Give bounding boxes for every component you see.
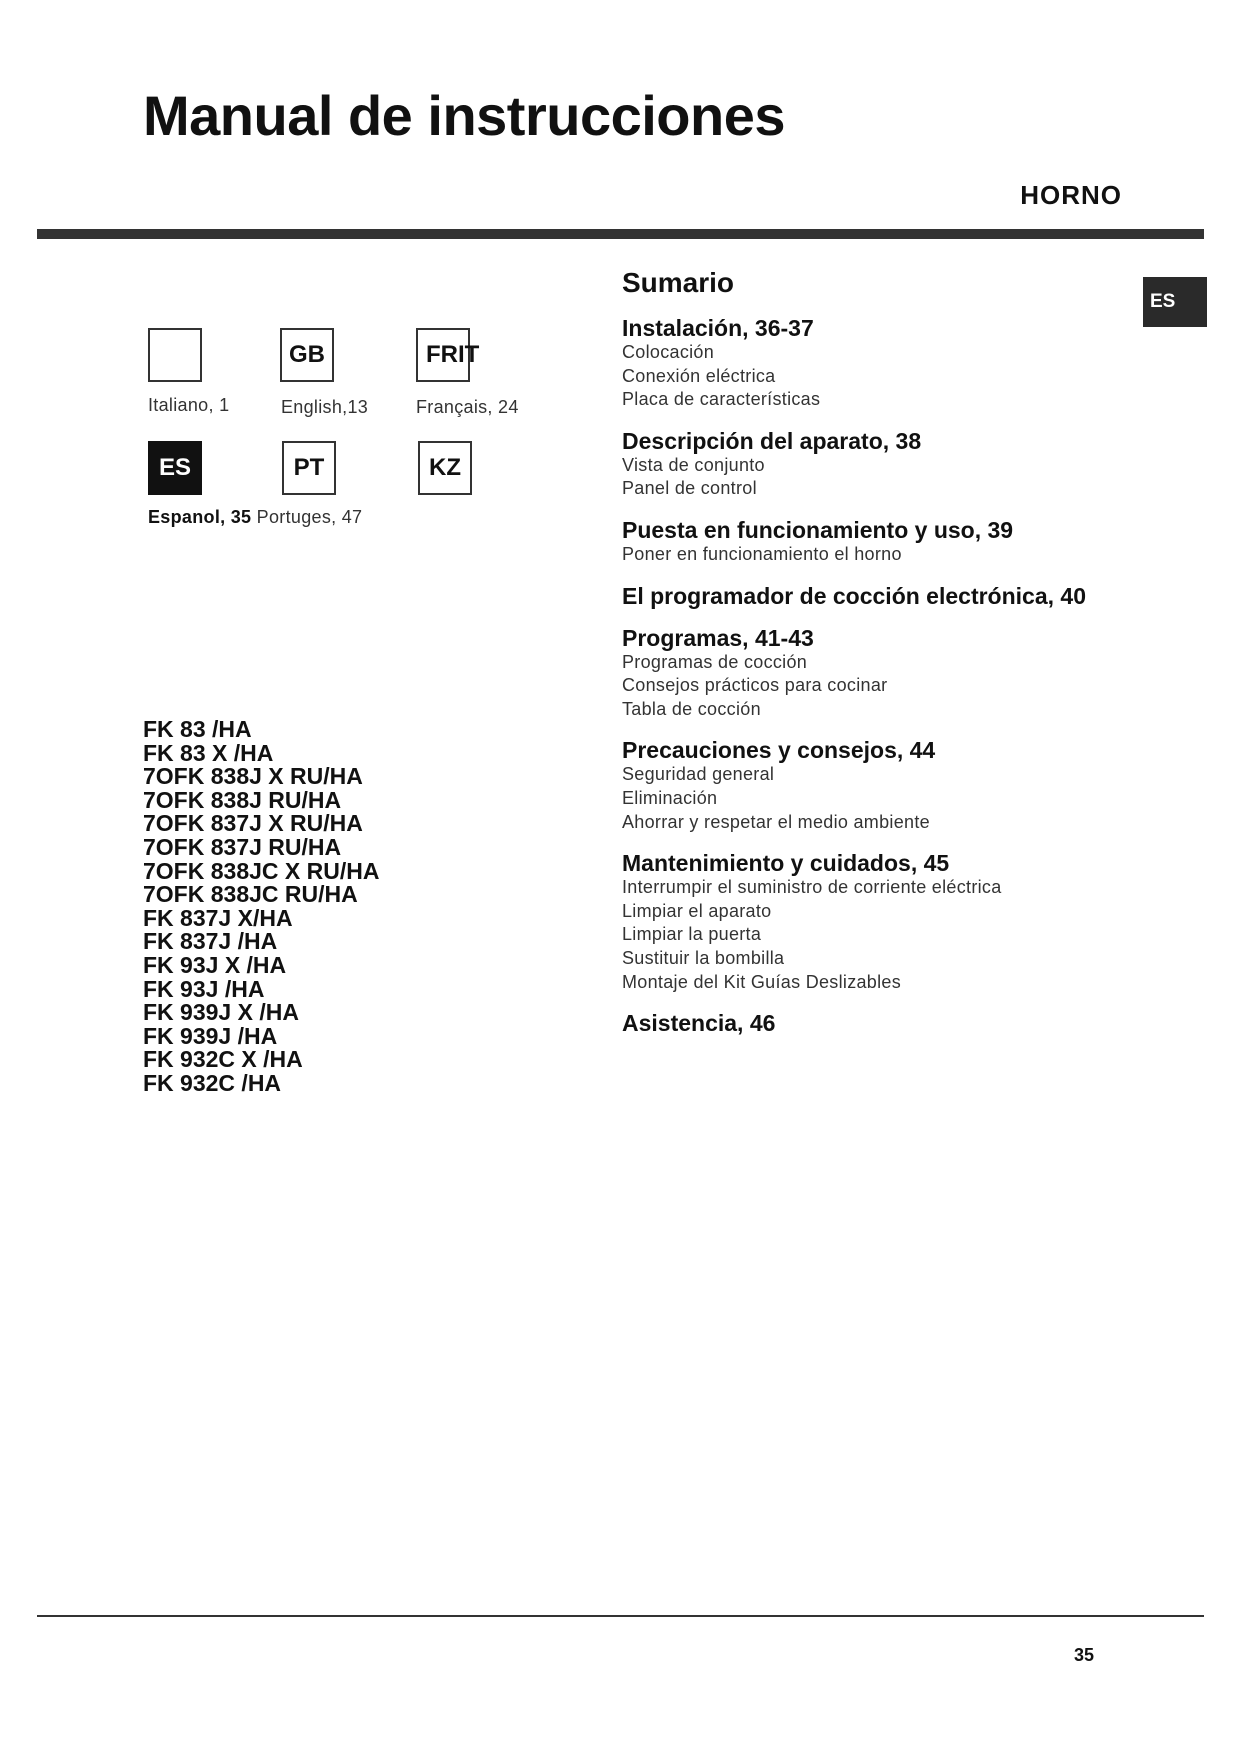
- table-of-contents: [622, 267, 1142, 1052]
- toc-item: Sustituir la bombilla: [622, 947, 785, 968]
- model-item: 7OFK 837J X RU/HA: [143, 810, 363, 837]
- page-number: 35: [1074, 1645, 1095, 1665]
- toc-section-title: El programador de cocción electrónica, 40: [622, 582, 1086, 609]
- language-box-kz: KZ: [418, 441, 472, 495]
- model-item: 7OFK 838J RU/HA: [143, 786, 342, 813]
- toc-title: Sumario: [622, 267, 735, 298]
- model-list: [143, 718, 379, 1096]
- toc-section-title: Asistencia, 46: [622, 1010, 776, 1037]
- model-item: FK 939J /HA: [143, 1022, 278, 1049]
- toc-item: Eliminación: [622, 787, 718, 808]
- model-item: 7OFK 838JC X RU/HA: [143, 857, 380, 884]
- model-item: FK 93J /HA: [143, 975, 265, 1002]
- model-item: FK 939J X /HA: [143, 999, 299, 1026]
- model-item: FK 932C X /HA: [143, 1046, 303, 1073]
- language-box-it: [148, 328, 202, 382]
- footer-divider: [37, 1615, 1204, 1617]
- model-item: 7OFK 837J RU/HA: [143, 833, 342, 860]
- product-type-label: HORNO: [1020, 180, 1122, 210]
- toc-item: Vista de conjunto: [622, 454, 765, 475]
- toc-section-assistance: [622, 1010, 1142, 1036]
- toc-section-title: Puesta en funcionamiento y uso, 39: [622, 516, 1014, 543]
- language-box-gb: GB: [280, 328, 334, 382]
- language-box-pt: PT: [282, 441, 336, 495]
- language-box-fr: FRIT: [416, 328, 470, 382]
- header-divider: [37, 229, 1204, 239]
- language-label-fr: Français, 24: [416, 397, 519, 417]
- toc-section-title: Descripción del aparato, 38: [622, 427, 922, 454]
- language-label-it: Italiano, 1: [148, 395, 230, 415]
- toc-item: Panel de control: [622, 478, 757, 499]
- page-title: Manual de instrucciones: [143, 84, 785, 147]
- toc-item: Conexión eléctrica: [622, 365, 776, 386]
- toc-item: Ahorrar y respetar el medio ambiente: [622, 811, 930, 832]
- toc-section-title: Mantenimiento y cuidados, 45: [622, 850, 950, 877]
- toc-section-installation: [622, 315, 1142, 412]
- toc-item: Limpiar la puerta: [622, 924, 762, 945]
- model-item: FK 93J X /HA: [143, 951, 287, 978]
- toc-item: Interrumpir el suministro de corriente eléctrica: [622, 877, 1002, 898]
- toc-item: Montaje del Kit Guías Deslizables: [622, 971, 902, 992]
- toc-section-description: [622, 428, 1142, 501]
- toc-section-precautions: [622, 737, 1142, 834]
- toc-section-title: Programas, 41-43: [622, 624, 814, 651]
- toc-item: Tabla de cocción: [622, 698, 761, 719]
- toc-item: Colocación: [622, 342, 715, 362]
- toc-section-programs: [622, 625, 1142, 722]
- toc-item: Placa de características: [622, 389, 821, 410]
- model-item: FK 837J X/HA: [143, 904, 293, 931]
- model-item: 7OFK 838JC RU/HA: [143, 881, 358, 908]
- language-label-gb: English,13: [281, 397, 369, 417]
- toc-section-maintenance: [622, 850, 1142, 994]
- model-item: FK 837J /HA: [143, 928, 278, 955]
- toc-item: Poner en funcionamiento el horno: [622, 543, 902, 564]
- model-item: 7OFK 838J X RU/HA: [143, 763, 363, 790]
- toc-item: Programas de cocción: [622, 651, 808, 672]
- language-side-tab: ES: [1143, 277, 1207, 327]
- toc-section-programmer: [622, 583, 1142, 609]
- model-item: FK 83 X /HA: [143, 739, 274, 766]
- toc-section-start-up: [622, 517, 1142, 567]
- toc-section-title: Precauciones y consejos, 44: [622, 737, 936, 764]
- toc-item: Limpiar el aparato: [622, 900, 772, 921]
- model-item: FK 83 /HA: [143, 716, 252, 742]
- toc-item: Seguridad general: [622, 764, 775, 785]
- model-item: FK 932C /HA: [143, 1069, 282, 1096]
- toc-section-title: Instalación, 36-37: [622, 315, 814, 341]
- language-label-es-pt: Espanol, 35 Portuges, 47: [148, 507, 363, 527]
- language-box-es: ES: [148, 441, 202, 495]
- toc-item: Consejos prácticos para cocinar: [622, 675, 888, 696]
